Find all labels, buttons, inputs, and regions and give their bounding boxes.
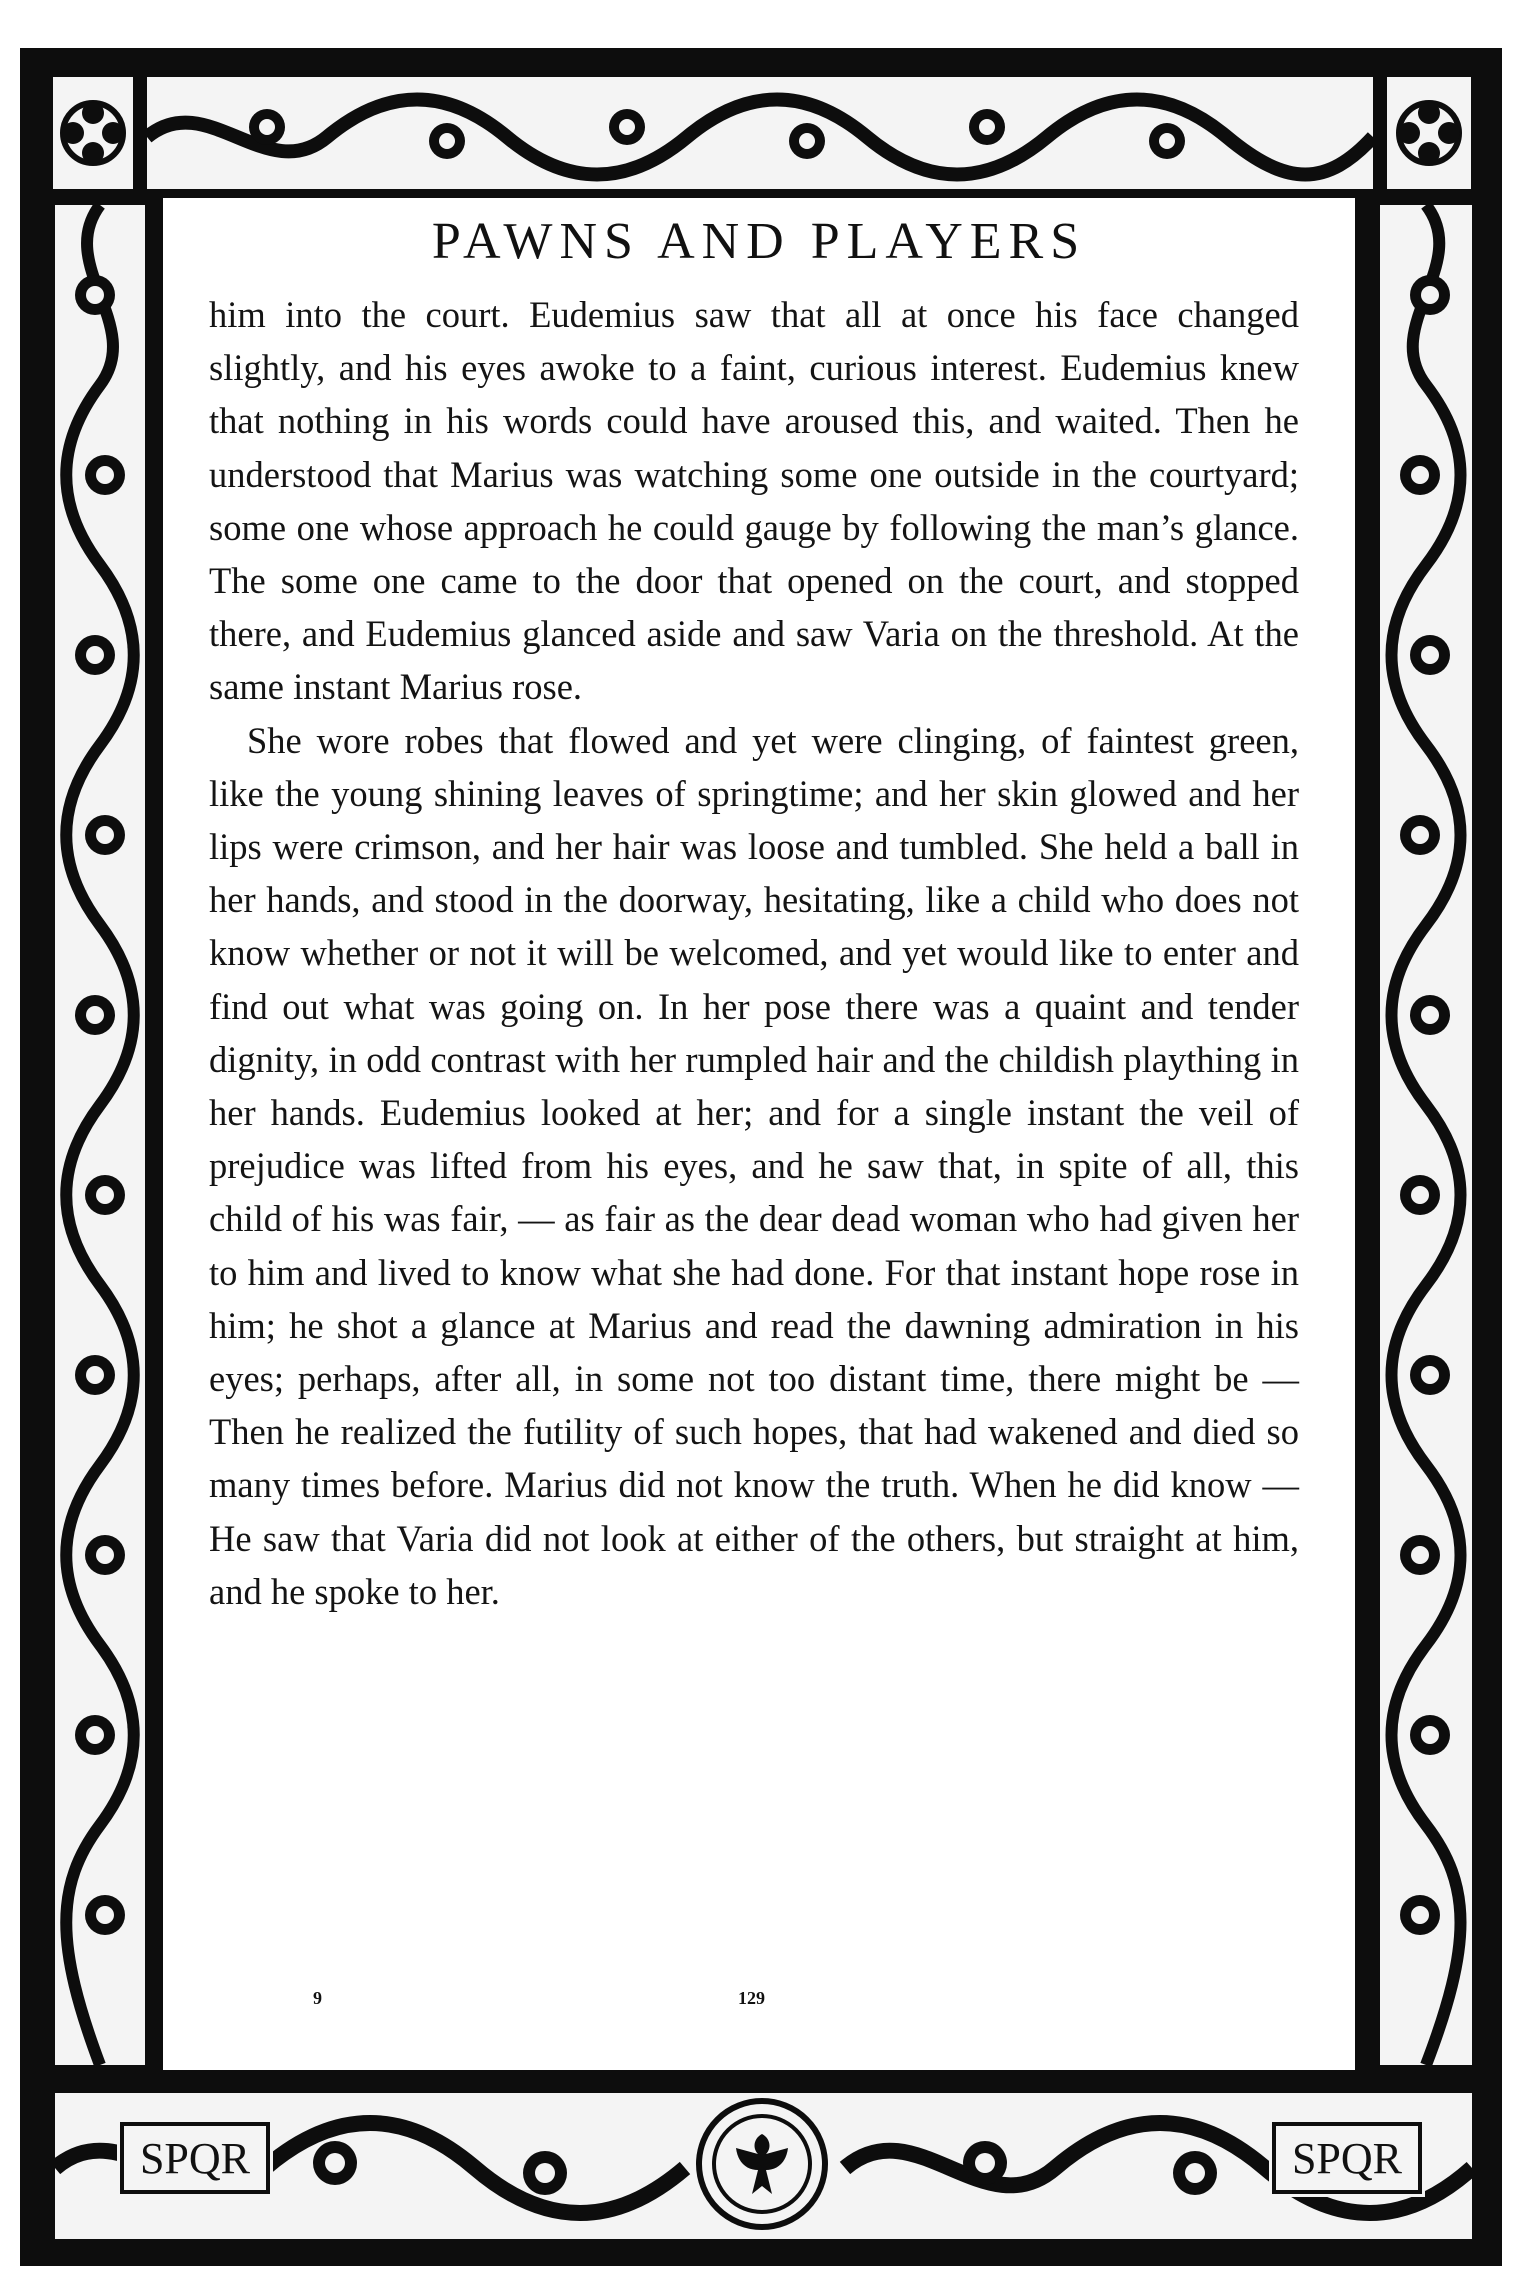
paragraph: She wore robes that flowed and yet were clinging, of faintest green, like the young shining leaves of springtime; and her skin glowed and her lips were crimson, and her hair was loose and tumbled. She held a ball in her hands, and stood in the doorway, hesitating, like a child who does not know whether or not it will be welcomed, and yet would like to enter and find out what was going on. In her pose there was a quaint and tender dignity, in odd contrast with her rumpled hair and the childish plaything in her hands. Eudemius looked at her; and for a single instant the veil of prejudice was lifted from his eyes, and he saw that, in spite of all, this child of his was fair, — as fair as the dear dead woman who had given her to him and lived to know what she had done. For that instant hope rose in him; he shot a glance at Marius and read the dawning admiration in his eyes; perhaps, after all, in some not too distant time, there might be — Then he realized the futility of such hopes, that had wakened and died so many times before. Marius did not know the truth. When he did know — He saw that Varia did not look at either of the others, but straight at him, and he spoke to her. [209, 719, 1299, 1612]
page-number: 129 [738, 1988, 765, 2008]
spqr-plaque-right: SPQR [1272, 2122, 1422, 2194]
top-scroll-ornament [142, 72, 1378, 194]
body-text [209, 288, 1299, 1618]
eagle-icon [696, 2098, 828, 2230]
paragraph: him into the court. Eudemius saw that all at once his face changed slightly, and his eyes awoke to a faint, curious interest. Eudemius knew that nothing in his words could have aroused this, and waited. Then he understood that Marius was watching some one outside in the courtyard; some one whose approach he could gauge by following the man’s glance. The some one came to the door that opened on the court, and stopped there, and Eudemius glanced aside and saw Varia on the threshold. At the same instant Marius rose. [209, 294, 1299, 708]
left-scroll-ornament [50, 200, 150, 2070]
right-scroll-ornament [1375, 200, 1477, 2070]
spqr-plaque-left: SPQR [120, 2122, 270, 2194]
running-head: PAWNS AND PLAYERS [431, 213, 1087, 270]
rosette-icon [48, 72, 138, 194]
text-panel [160, 195, 1358, 2073]
signature-mark: 9 [313, 1988, 322, 2008]
rosette-icon [1382, 72, 1476, 194]
